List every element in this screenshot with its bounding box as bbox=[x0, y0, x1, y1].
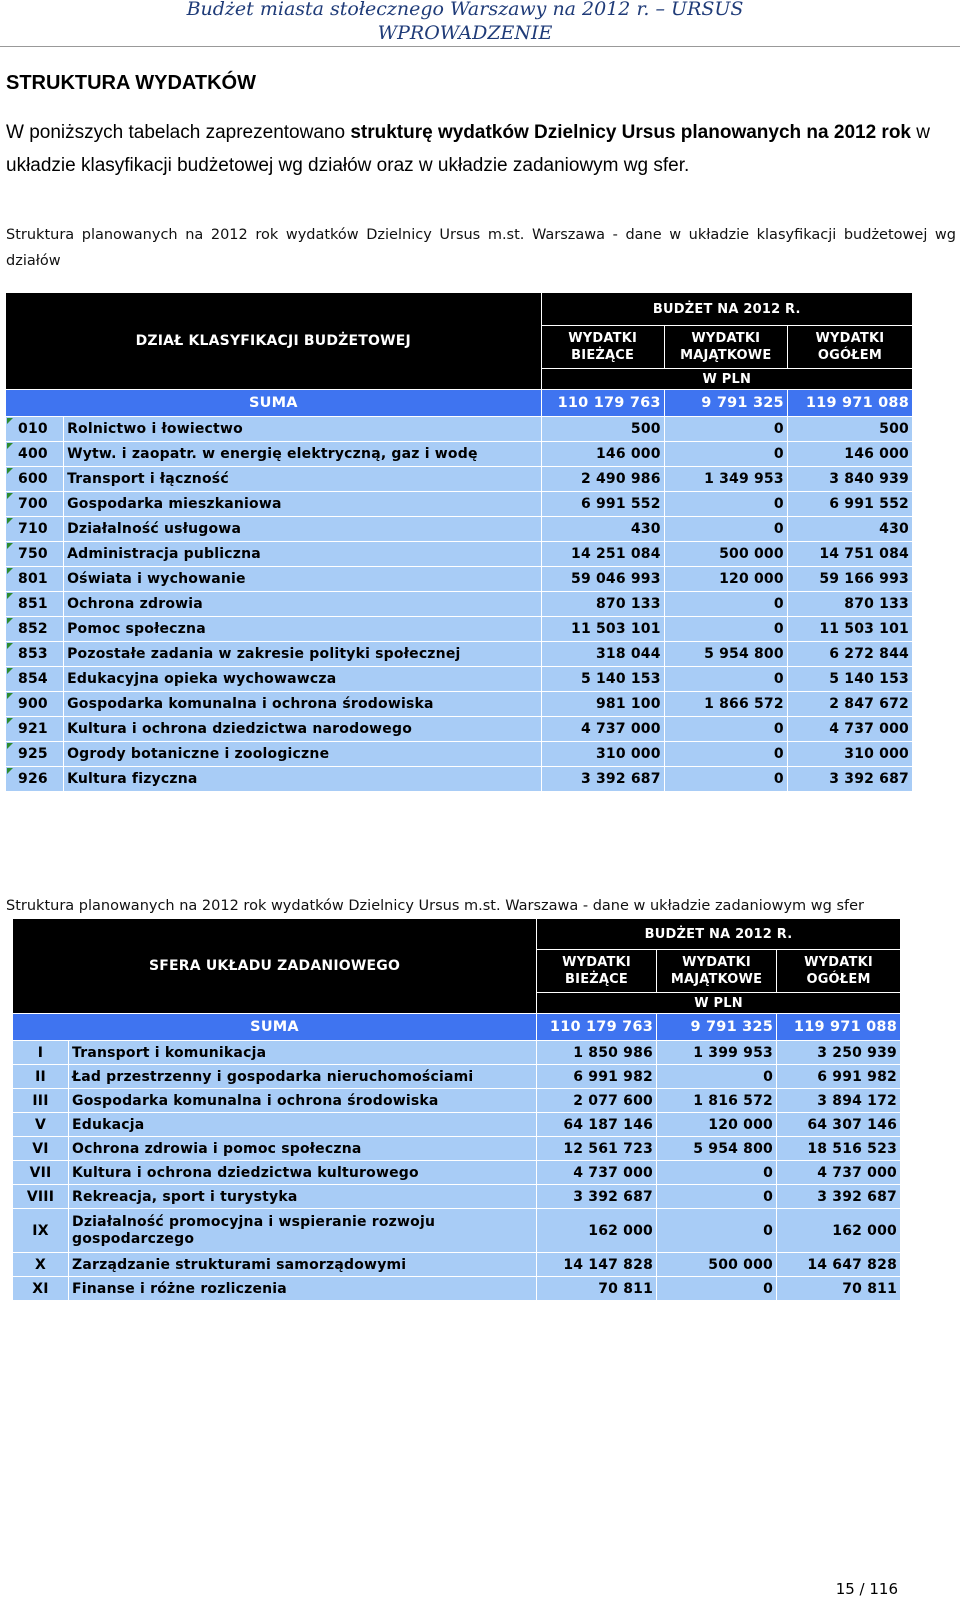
table-row bbox=[13, 1137, 900, 1160]
row-name: Edukacja bbox=[69, 1113, 536, 1136]
row-majatkowe: 1 349 953 bbox=[665, 467, 787, 491]
page-title: STRUKTURA WYDATKÓW bbox=[6, 72, 256, 94]
row-ogolem: 870 133 bbox=[788, 592, 912, 616]
row-ogolem: 70 811 bbox=[777, 1277, 900, 1300]
table-row bbox=[13, 1277, 900, 1300]
t1-sum-majatkowe: 9 791 325 bbox=[665, 390, 787, 416]
row-code: 400 bbox=[6, 442, 63, 466]
table-row bbox=[6, 742, 912, 766]
row-majatkowe: 0 bbox=[665, 617, 787, 641]
row-ogolem: 310 000 bbox=[788, 742, 912, 766]
row-majatkowe: 500 000 bbox=[665, 542, 787, 566]
row-name: Transport i komunikacja bbox=[69, 1041, 536, 1064]
row-ogolem: 4 737 000 bbox=[788, 717, 912, 741]
table-row bbox=[13, 1113, 900, 1136]
row-name: Ogrody botaniczne i zoologiczne bbox=[64, 742, 541, 766]
table-row bbox=[6, 642, 912, 666]
row-biezace: 70 811 bbox=[537, 1277, 656, 1300]
row-ogolem: 4 737 000 bbox=[777, 1161, 900, 1184]
row-name: Rolnictwo i łowiectwo bbox=[64, 417, 541, 441]
row-ogolem: 430 bbox=[788, 517, 912, 541]
row-biezace: 5 140 153 bbox=[542, 667, 664, 691]
row-ogolem: 6 991 552 bbox=[788, 492, 912, 516]
row-biezace: 2 077 600 bbox=[537, 1089, 656, 1112]
row-ogolem: 3 392 687 bbox=[777, 1185, 900, 1208]
row-ogolem: 14 647 828 bbox=[777, 1253, 900, 1276]
row-biezace: 310 000 bbox=[542, 742, 664, 766]
row-code: 921 bbox=[6, 717, 63, 741]
row-ogolem: 59 166 993 bbox=[788, 567, 912, 591]
row-majatkowe: 0 bbox=[665, 592, 787, 616]
table-row bbox=[13, 1209, 900, 1252]
t2-col-majatkowe: WYDATKI MAJĄTKOWE bbox=[657, 950, 776, 992]
row-name: Kultura fizyczna bbox=[64, 767, 541, 791]
table-row bbox=[6, 567, 912, 591]
row-name: Rekreacja, sport i turystyka bbox=[69, 1185, 536, 1208]
row-biezace: 6 991 552 bbox=[542, 492, 664, 516]
table-row bbox=[6, 467, 912, 491]
table-row bbox=[6, 692, 912, 716]
row-code: 750 bbox=[6, 542, 63, 566]
table-row bbox=[6, 592, 912, 616]
row-code: X bbox=[13, 1253, 68, 1276]
row-name: Kultura i ochrona dziedzictwa narodowego bbox=[64, 717, 541, 741]
row-code: 851 bbox=[6, 592, 63, 616]
header-subtitle: WPROWADZENIE bbox=[377, 22, 553, 44]
row-majatkowe: 120 000 bbox=[665, 567, 787, 591]
t2-sum-biezace: 110 179 763 bbox=[537, 1014, 656, 1040]
row-code: 925 bbox=[6, 742, 63, 766]
row-majatkowe: 0 bbox=[657, 1065, 776, 1088]
table-dzialy bbox=[5, 292, 913, 792]
t1-col-majatkowe: WYDATKI MAJĄTKOWE bbox=[665, 326, 787, 368]
row-code: I bbox=[13, 1041, 68, 1064]
table-row bbox=[13, 1161, 900, 1184]
intro-text-2: w układzie klasyfikacji budżetowej wg działów oraz w układzie zadaniowym wg sfer. bbox=[6, 122, 930, 176]
row-biezace: 430 bbox=[542, 517, 664, 541]
row-ogolem: 500 bbox=[788, 417, 912, 441]
row-name: Kultura i ochrona dziedzictwa kulturowego bbox=[69, 1161, 536, 1184]
t2-sum-majatkowe: 9 791 325 bbox=[657, 1014, 776, 1040]
row-ogolem: 18 516 523 bbox=[777, 1137, 900, 1160]
row-code: III bbox=[13, 1089, 68, 1112]
row-name: Oświata i wychowanie bbox=[64, 567, 541, 591]
table-row bbox=[6, 542, 912, 566]
row-biezace: 59 046 993 bbox=[542, 567, 664, 591]
row-code: V bbox=[13, 1113, 68, 1136]
row-biezace: 4 737 000 bbox=[542, 717, 664, 741]
row-name: Gospodarka komunalna i ochrona środowiska bbox=[69, 1089, 536, 1112]
t1-sum-label: SUMA bbox=[6, 390, 541, 416]
row-majatkowe: 0 bbox=[665, 742, 787, 766]
row-code: VIII bbox=[13, 1185, 68, 1208]
row-code: 600 bbox=[6, 467, 63, 491]
row-code: 852 bbox=[6, 617, 63, 641]
row-majatkowe: 1 866 572 bbox=[665, 692, 787, 716]
row-ogolem: 2 847 672 bbox=[788, 692, 912, 716]
row-majatkowe: 0 bbox=[665, 667, 787, 691]
row-biezace: 146 000 bbox=[542, 442, 664, 466]
row-biezace: 3 392 687 bbox=[542, 767, 664, 791]
row-ogolem: 11 503 101 bbox=[788, 617, 912, 641]
row-name: Gospodarka mieszkaniowa bbox=[64, 492, 541, 516]
table2-caption: Struktura planowanych na 2012 rok wydatków Dzielnicy Ursus m.st. Warszawa - dane w układzie zadaniowym wg sfer bbox=[6, 898, 865, 914]
t2-sum-ogolem: 119 971 088 bbox=[777, 1014, 900, 1040]
t1-unit: W PLN bbox=[542, 369, 912, 389]
row-name: Ochrona zdrowia bbox=[64, 592, 541, 616]
table-row bbox=[6, 667, 912, 691]
row-ogolem: 162 000 bbox=[777, 1209, 900, 1252]
row-code: XI bbox=[13, 1277, 68, 1300]
row-code: 700 bbox=[6, 492, 63, 516]
row-code: 926 bbox=[6, 767, 63, 791]
row-biezace: 11 503 101 bbox=[542, 617, 664, 641]
row-name: Zarządzanie strukturami samorządowymi bbox=[69, 1253, 536, 1276]
table-row bbox=[6, 442, 912, 466]
row-majatkowe: 1 816 572 bbox=[657, 1089, 776, 1112]
row-code: IX bbox=[13, 1209, 68, 1252]
t1-sum-ogolem: 119 971 088 bbox=[788, 390, 912, 416]
row-biezace: 14 251 084 bbox=[542, 542, 664, 566]
row-majatkowe: 0 bbox=[657, 1185, 776, 1208]
page-number: 15 / 116 bbox=[835, 1580, 898, 1598]
row-majatkowe: 0 bbox=[665, 417, 787, 441]
row-biezace: 870 133 bbox=[542, 592, 664, 616]
row-name: Edukacyjna opieka wychowawcza bbox=[64, 667, 541, 691]
row-majatkowe: 0 bbox=[657, 1161, 776, 1184]
row-majatkowe: 5 954 800 bbox=[665, 642, 787, 666]
table-row bbox=[13, 1041, 900, 1064]
row-name: Ład przestrzenny i gospodarka nieruchomościami bbox=[69, 1065, 536, 1088]
table-row bbox=[13, 1253, 900, 1276]
row-biezace: 981 100 bbox=[542, 692, 664, 716]
row-majatkowe: 500 000 bbox=[657, 1253, 776, 1276]
row-name: Pozostałe zadania w zakresie polityki społecznej bbox=[64, 642, 541, 666]
table-row bbox=[13, 1089, 900, 1112]
row-majatkowe: 120 000 bbox=[657, 1113, 776, 1136]
row-biezace: 4 737 000 bbox=[537, 1161, 656, 1184]
row-biezace: 1 850 986 bbox=[537, 1041, 656, 1064]
t1-budget-header: BUDŻET NA 2012 R. bbox=[542, 293, 912, 325]
row-majatkowe: 0 bbox=[665, 717, 787, 741]
table-row bbox=[6, 492, 912, 516]
table-row bbox=[6, 767, 912, 791]
row-biezace: 162 000 bbox=[537, 1209, 656, 1252]
row-code: 853 bbox=[6, 642, 63, 666]
t2-unit: W PLN bbox=[537, 993, 900, 1013]
table-row bbox=[6, 417, 912, 441]
row-code: VII bbox=[13, 1161, 68, 1184]
row-biezace: 500 bbox=[542, 417, 664, 441]
row-code: 801 bbox=[6, 567, 63, 591]
row-code: VI bbox=[13, 1137, 68, 1160]
table-row bbox=[6, 517, 912, 541]
table-row bbox=[13, 1065, 900, 1088]
row-name: Ochrona zdrowia i pomoc społeczna bbox=[69, 1137, 536, 1160]
row-biezace: 2 490 986 bbox=[542, 467, 664, 491]
row-ogolem: 6 991 982 bbox=[777, 1065, 900, 1088]
row-code: II bbox=[13, 1065, 68, 1088]
table-row bbox=[6, 717, 912, 741]
row-code: 010 bbox=[6, 417, 63, 441]
page-header bbox=[0, 0, 960, 47]
row-majatkowe: 1 399 953 bbox=[657, 1041, 776, 1064]
row-name: Pomoc społeczna bbox=[64, 617, 541, 641]
row-majatkowe: 0 bbox=[665, 517, 787, 541]
row-code: 900 bbox=[6, 692, 63, 716]
t2-sum-label: SUMA bbox=[13, 1014, 536, 1040]
row-majatkowe: 0 bbox=[665, 767, 787, 791]
row-ogolem: 5 140 153 bbox=[788, 667, 912, 691]
t1-sum-biezace: 110 179 763 bbox=[542, 390, 664, 416]
row-majatkowe: 0 bbox=[665, 442, 787, 466]
intro-text-1: W poniższych tabelach zaprezentowano bbox=[6, 122, 351, 143]
row-ogolem: 14 751 084 bbox=[788, 542, 912, 566]
row-majatkowe: 0 bbox=[657, 1277, 776, 1300]
row-ogolem: 64 307 146 bbox=[777, 1113, 900, 1136]
row-biezace: 6 991 982 bbox=[537, 1065, 656, 1088]
row-ogolem: 146 000 bbox=[788, 442, 912, 466]
row-ogolem: 3 250 939 bbox=[777, 1041, 900, 1064]
t2-col-header: SFERA UKŁADU ZADANIOWEGO bbox=[13, 919, 536, 1013]
row-biezace: 64 187 146 bbox=[537, 1113, 656, 1136]
row-name: Działalność usługowa bbox=[64, 517, 541, 541]
row-biezace: 3 392 687 bbox=[537, 1185, 656, 1208]
t2-col-ogolem: WYDATKI OGÓŁEM bbox=[777, 950, 900, 992]
t1-col-biezace: WYDATKI BIEŻĄCE bbox=[542, 326, 664, 368]
row-ogolem: 3 392 687 bbox=[788, 767, 912, 791]
row-biezace: 14 147 828 bbox=[537, 1253, 656, 1276]
t1-col-header: DZIAŁ KLASYFIKACJI BUDŻETOWEJ bbox=[6, 293, 541, 389]
row-code: 854 bbox=[6, 667, 63, 691]
table-row bbox=[6, 617, 912, 641]
row-name: Finanse i różne rozliczenia bbox=[69, 1277, 536, 1300]
row-majatkowe: 0 bbox=[665, 492, 787, 516]
row-ogolem: 3 840 939 bbox=[788, 467, 912, 491]
row-ogolem: 6 272 844 bbox=[788, 642, 912, 666]
row-majatkowe: 5 954 800 bbox=[657, 1137, 776, 1160]
t2-budget-header: BUDŻET NA 2012 R. bbox=[537, 919, 900, 949]
row-name: Administracja publiczna bbox=[64, 542, 541, 566]
t1-col-ogolem: WYDATKI OGÓŁEM bbox=[788, 326, 912, 368]
row-name: Działalność promocyjna i wspieranie rozwoju gospodarczego bbox=[69, 1209, 536, 1252]
row-ogolem: 3 894 172 bbox=[777, 1089, 900, 1112]
table-row bbox=[13, 1185, 900, 1208]
row-biezace: 318 044 bbox=[542, 642, 664, 666]
row-name: Wytw. i zaopatr. w energię elektryczną, gaz i wodę bbox=[64, 442, 541, 466]
table-sfery bbox=[12, 918, 901, 1301]
row-name: Gospodarka komunalna i ochrona środowiska bbox=[64, 692, 541, 716]
intro-paragraph bbox=[6, 116, 956, 182]
t2-col-biezace: WYDATKI BIEŻĄCE bbox=[537, 950, 656, 992]
row-code: 710 bbox=[6, 517, 63, 541]
row-biezace: 12 561 723 bbox=[537, 1137, 656, 1160]
intro-bold: strukturę wydatków Dzielnicy Ursus planowanych na 2012 rok bbox=[350, 122, 911, 143]
header-title: Budżet miasta stołecznego Warszawy na 2012 r. – URSUS bbox=[186, 0, 744, 20]
table1-caption: Struktura planowanych na 2012 rok wydatków Dzielnicy Ursus m.st. Warszawa - dane w układzie klasyfikacji budżetowej wg działów bbox=[6, 227, 956, 269]
row-name: Transport i łączność bbox=[64, 467, 541, 491]
row-majatkowe: 0 bbox=[657, 1209, 776, 1252]
